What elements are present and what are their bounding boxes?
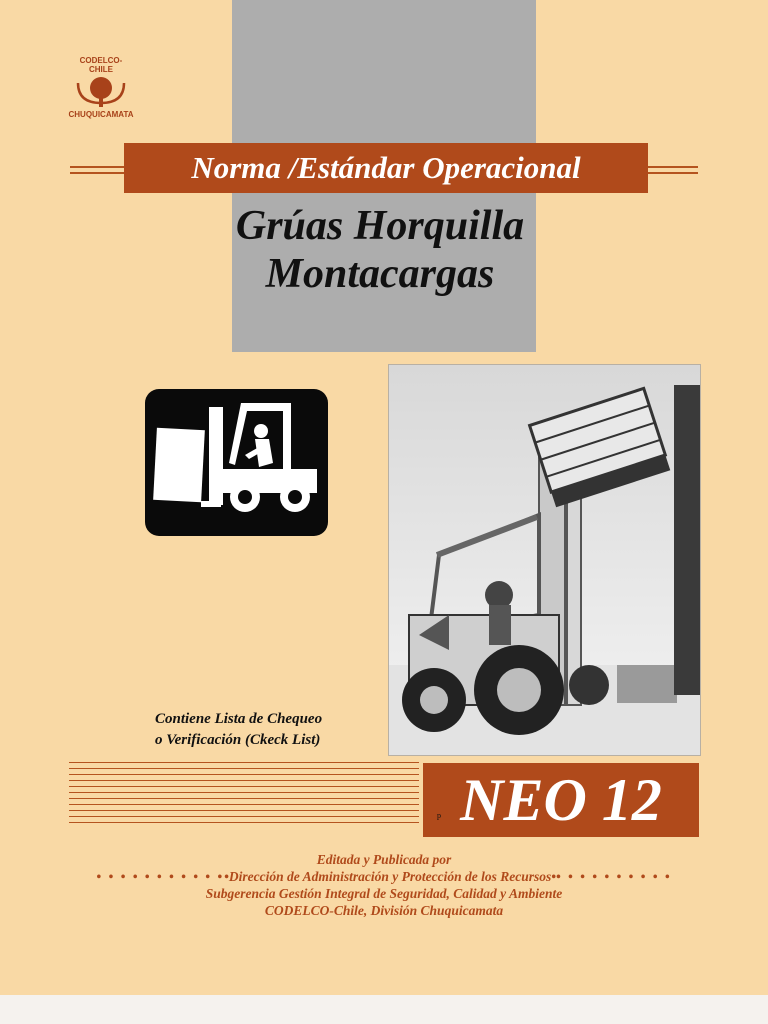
- code-banner: [423, 763, 699, 837]
- bottom-strip: [0, 995, 768, 1024]
- subtitle-line1: Grúas Horquilla: [235, 203, 525, 249]
- publisher-footer: [60, 851, 708, 919]
- title-rule-left: [70, 166, 124, 168]
- footer-line2-row: [60, 868, 708, 885]
- checklist-note: [155, 709, 395, 751]
- title-rule-left-2: [70, 172, 124, 174]
- logo-top-text: CODELCO-CHILE: [79, 56, 123, 74]
- title-rule-right: [648, 166, 698, 168]
- footer-line4: CODELCO-Chile, División Chuquicamata: [264, 903, 504, 918]
- checklist-line2: o Verificación (Ckeck List): [155, 732, 321, 748]
- footer-dots-right: • • • • • • • • • •: [555, 869, 672, 884]
- footer-dots-left: • • • • • • • • • • •: [96, 869, 225, 884]
- forklift-sign: [145, 389, 328, 536]
- codelco-logo: [68, 56, 134, 119]
- logo-bottom-text: CHUQUICAMATA: [68, 110, 134, 119]
- page-title: Norma /Estándar Operacional: [191, 150, 581, 185]
- decorative-lines: [69, 762, 419, 824]
- document-code: NEO 12: [460, 767, 662, 833]
- document-subtitle: [150, 202, 610, 298]
- logo-emblem-icon: [75, 75, 127, 109]
- footer-line2: •Dirección de Administración y Protección de los Recursos•: [224, 869, 556, 884]
- footer-line3: Subgerencia Gestión Integral de Seguridad, Calidad y Ambiente: [205, 886, 563, 901]
- forklift-photo: [388, 364, 701, 756]
- subtitle-line2: Montacargas: [265, 251, 495, 297]
- code-prefix: p: [437, 811, 441, 820]
- checklist-line1: Contiene Lista de Chequeo: [155, 711, 323, 727]
- footer-line1: Editada y Publicada por: [316, 852, 452, 867]
- forklift-icon: [145, 389, 328, 536]
- title-rule-right-2: [648, 172, 698, 174]
- title-banner: [124, 143, 648, 193]
